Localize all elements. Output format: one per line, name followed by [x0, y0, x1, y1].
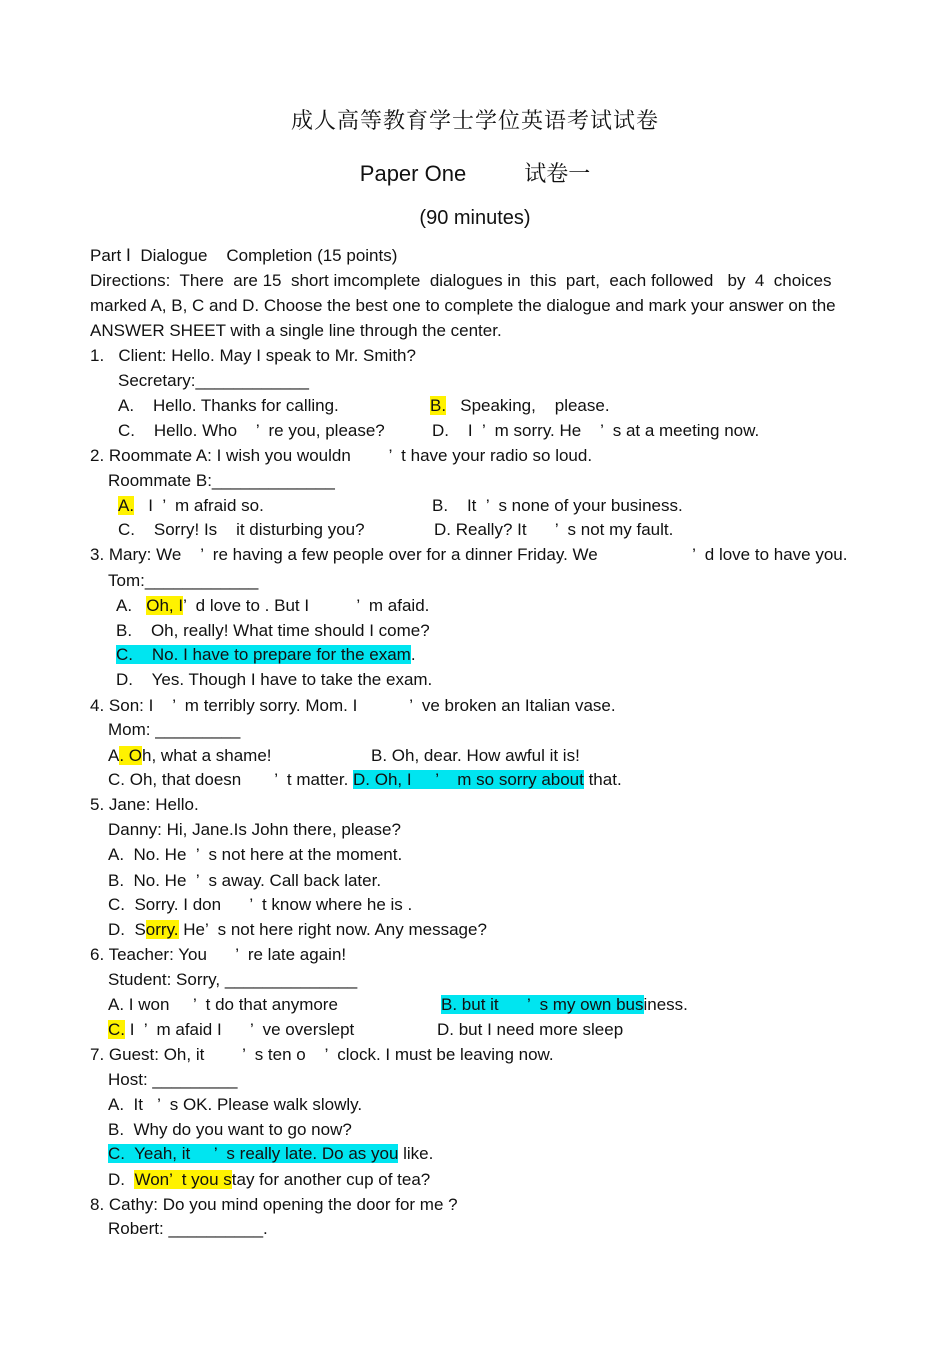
q1-b-text: Speaking, please. — [446, 396, 610, 415]
q5-option-d — [108, 920, 487, 940]
q3-prompt: 3. Mary: We ’ re having a few people over for a dinner Friday. We ’ d love to have you. — [90, 545, 848, 564]
q6-option-a: A. I won ’ t do that anymore — [108, 995, 338, 1014]
q4-a-letter: A — [108, 746, 120, 765]
q7-d-highlight: Won’ t you s — [134, 1170, 232, 1189]
q7-c-text: like. — [398, 1144, 434, 1163]
q4-a-text: h, what a shame! — [142, 746, 272, 765]
q7-d-letter: D. — [108, 1170, 135, 1189]
q8-reply: Robert: __________. — [108, 1219, 268, 1238]
q5-option-c: C. Sorry. I don ’ t know where he is . — [108, 895, 413, 914]
directions-line-3: ANSWER SHEET with a single line through the center. — [90, 321, 502, 340]
paper-title — [0, 157, 950, 188]
q5-d-letter: D. S — [108, 920, 146, 939]
paper-label: Paper One — [359, 161, 467, 186]
q6-prompt: 6. Teacher: You ’ re late again! — [90, 945, 347, 964]
q2-a-text: I ’ m afraid so. — [134, 496, 264, 515]
directions-line-1: Directions: There are 15 short imcomplete dialogues in this part, each followed by 4 choices — [90, 271, 832, 290]
q4-option-a — [108, 746, 272, 766]
q7-option-c — [108, 1144, 433, 1164]
q4-d-text: that. — [583, 770, 622, 789]
q6-option-c — [108, 1020, 354, 1040]
q7-prompt: 7. Guest: Oh, it ’ s ten o ’ clock. I must be leaving now. — [90, 1045, 554, 1064]
q6-b-text: iness. — [643, 995, 688, 1014]
duration: (90 minutes) — [419, 207, 531, 229]
q2-option-d: D. Really? It ’ s not my fault. — [434, 520, 674, 539]
q1-option-a: A. Hello. Thanks for calling. — [118, 396, 339, 415]
q3-option-a — [116, 596, 429, 616]
exam-title: 成人高等教育学士学位英语考试试卷 — [290, 109, 659, 134]
q1-option-c: C. Hello. Who ’ re you, please? — [118, 421, 385, 440]
q5-d-highlight: orry. — [145, 920, 179, 939]
q4-a-highlight-2: O — [128, 746, 143, 765]
q5-prompt: 5. Jane: Hello. — [90, 795, 199, 814]
q1-b-highlight: B. — [430, 396, 447, 415]
q8-prompt: 8. Cathy: Do you mind opening the door for me ? — [90, 1195, 458, 1214]
q4-prompt: 4. Son: I ’ m terribly sorry. Mom. I ’ ve broken an Italian vase. — [90, 696, 616, 715]
q2-reply: Roommate B:_____________ — [108, 471, 335, 490]
q3-a-letter: A. — [116, 596, 147, 615]
q7-option-b: B. Why do you want to go now? — [108, 1120, 352, 1139]
q6-option-d: D. but I need more sleep — [437, 1020, 624, 1039]
q3-a-text: ’ d love to . But I ’ m afaid. — [183, 596, 430, 615]
q6-c-highlight: C. — [108, 1020, 125, 1039]
q7-reply: Host: _________ — [108, 1070, 238, 1089]
q2-option-a — [118, 496, 264, 516]
q4-a-highlight-1: . — [119, 746, 129, 765]
part-heading: Part Ⅰ Dialogue Completion (15 points) — [90, 246, 398, 265]
q7-option-a: A. It ’ s OK. Please walk slowly. — [108, 1095, 363, 1114]
q3-option-b: B. Oh, really! What time should I come? — [116, 621, 430, 640]
q2-prompt: 2. Roommate A: I wish you wouldn ’ t have your radio so loud. — [90, 446, 593, 465]
q5-d-text: He’ s not here right now. Any message? — [178, 920, 487, 939]
q3-reply: Tom:____________ — [108, 571, 259, 590]
q5-reply: Danny: Hi, Jane.Is John there, please? — [108, 820, 401, 839]
q3-c-text: . — [410, 645, 416, 664]
q3-option-d: D. Yes. Though I have to take the exam. — [116, 670, 433, 689]
q4-reply: Mom: _________ — [108, 720, 241, 739]
q6-c-text: I ’ m afaid I ’ ve overslept — [125, 1020, 355, 1039]
q7-d-text: tay for another cup of tea? — [231, 1170, 431, 1189]
q4-c-text: C. Oh, that doesn ’ t matter. — [108, 770, 354, 789]
q7-c-highlight: C. Yeah, it ’ s really late. Do as you — [108, 1144, 399, 1163]
q3-option-c — [116, 645, 416, 665]
q3-c-highlight: C. No. I have to prepare for the exam — [116, 645, 411, 664]
q6-option-b — [441, 995, 688, 1015]
q6-b-highlight: B. but it ’ s my own bus — [441, 995, 644, 1014]
q2-option-b: B. It ’ s none of your business. — [432, 496, 683, 515]
q5-option-b: B. No. He ’ s away. Call back later. — [108, 871, 382, 890]
q6-reply: Student: Sorry, ______________ — [108, 970, 358, 989]
q5-option-a: A. No. He ’ s not here at the moment. — [108, 845, 403, 864]
paper-label-cn: 试卷一 — [524, 161, 591, 186]
q3-a-highlight: Oh, I — [146, 596, 184, 615]
q4-option-b: B. Oh, dear. How awful it is! — [371, 746, 580, 765]
q1-option-b — [430, 396, 610, 416]
directions-line-2: marked A, B, C and D. Choose the best one to complete the dialogue and mark your answer on the — [90, 296, 836, 315]
q1-reply: Secretary:____________ — [118, 371, 309, 390]
q2-option-c: C. Sorry! Is it disturbing you? — [118, 520, 365, 539]
q1-option-d: D. I ’ m sorry. He ’ s at a meeting now. — [432, 421, 760, 440]
q4-option-c — [108, 770, 622, 790]
q7-option-d — [108, 1170, 430, 1190]
q4-d-highlight: D. Oh, I ’ m so sorry about — [353, 770, 584, 789]
q1-prompt: 1. Client: Hello. May I speak to Mr. Smith? — [90, 346, 416, 365]
q2-a-highlight: A. — [118, 496, 135, 515]
